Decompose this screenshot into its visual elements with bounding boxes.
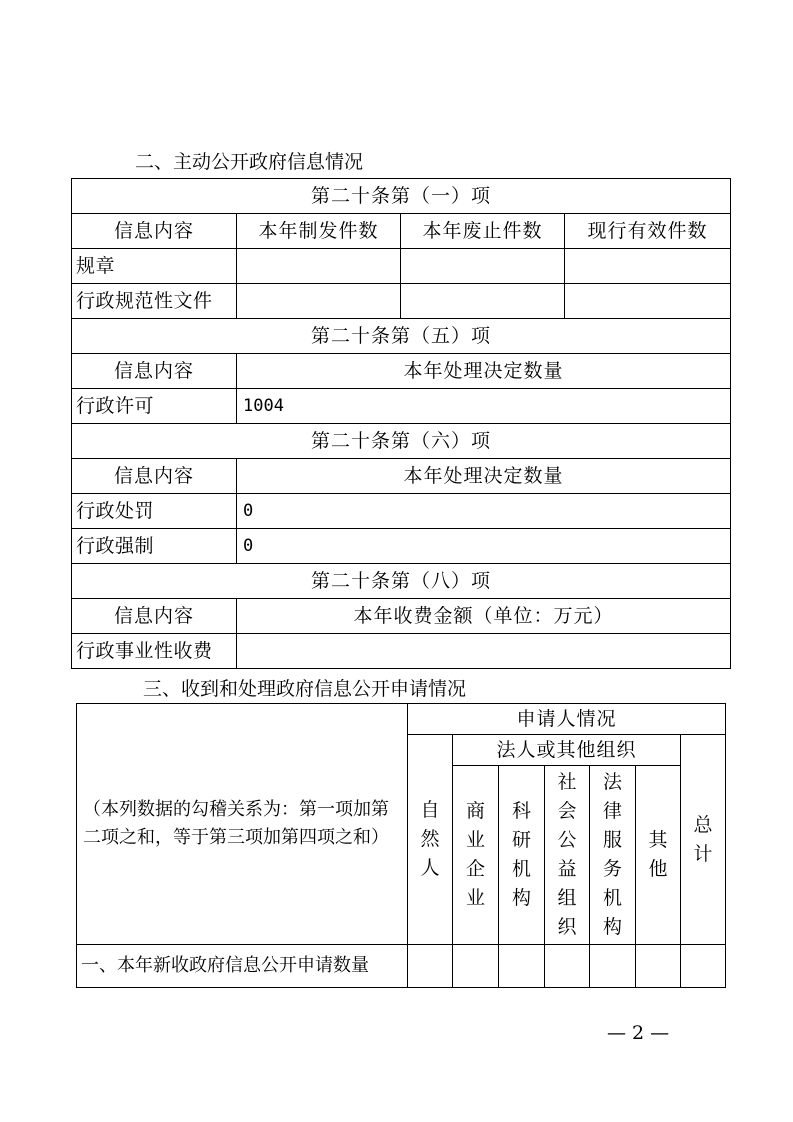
header-info-content: 信息内容 — [72, 459, 237, 494]
page-number: — 2 — — [607, 1022, 670, 1044]
cell-public-welfare — [545, 945, 590, 988]
header-valid-count: 现行有效件数 — [565, 214, 731, 249]
cell-normative-made — [237, 284, 401, 319]
cell-regulations-made — [237, 249, 401, 284]
cell-enforcement-value: 0 — [237, 529, 731, 564]
table-row — [72, 494, 731, 529]
row-label-normative-docs: 行政规范性文件 — [72, 284, 237, 319]
cell-total — [681, 945, 726, 988]
cell-natural-person — [408, 945, 453, 988]
header-legal-service-org: 法律服务机构 — [590, 766, 636, 945]
header-other: 其他 — [636, 766, 681, 945]
header-info-content: 信息内容 — [72, 599, 237, 634]
table-row — [72, 249, 731, 284]
header-info-content: 信息内容 — [72, 354, 237, 389]
row-label-license: 行政许可 — [72, 389, 237, 424]
header-public-welfare-org: 社会公益组织 — [545, 766, 590, 945]
header-made-count: 本年制发件数 — [237, 214, 401, 249]
cell-license-value: 1004 — [237, 389, 731, 424]
block-title-art1: 第二十条第（一）项 — [72, 179, 731, 214]
section3-heading: 三、收到和处理政府信息公开申请情况 — [143, 678, 467, 700]
cell-regulations-valid — [565, 249, 731, 284]
proactive-disclosure-table — [71, 178, 731, 669]
row-label-enforcement: 行政强制 — [72, 529, 237, 564]
header-applicant-situation: 申请人情况 — [408, 704, 726, 735]
cell-normative-valid — [565, 284, 731, 319]
row-label-regulations: 规章 — [72, 249, 237, 284]
table-row — [77, 945, 726, 988]
header-natural-person: 自然人 — [408, 735, 453, 945]
header-total: 总计 — [681, 735, 726, 945]
cell-regulations-abolished — [401, 249, 565, 284]
row-label-penalty: 行政处罚 — [72, 494, 237, 529]
block-title-art8: 第二十条第（八）项 — [72, 564, 731, 599]
cell-other — [636, 945, 681, 988]
table-row — [72, 564, 731, 599]
block-title-art6: 第二十条第（六）项 — [72, 424, 731, 459]
table-row — [72, 284, 731, 319]
header-legal-or-other-org: 法人或其他组织 — [453, 735, 681, 766]
table-row — [72, 529, 731, 564]
row-label-new-applications: 一、本年新收政府信息公开申请数量 — [77, 945, 408, 988]
header-research-institution: 科研机构 — [499, 766, 545, 945]
table-row — [72, 389, 731, 424]
table-row — [72, 214, 731, 249]
block-title-art5: 第二十条第（五）项 — [72, 319, 731, 354]
table-row — [72, 179, 731, 214]
header-commercial-enterprise: 商业企业 — [453, 766, 499, 945]
cell-research — [499, 945, 545, 988]
row-label-fees: 行政事业性收费 — [72, 634, 237, 669]
table-row — [72, 354, 731, 389]
cell-legal-service — [590, 945, 636, 988]
cell-normative-abolished — [401, 284, 565, 319]
table-row — [72, 424, 731, 459]
header-fee-amount: 本年收费金额（单位：万元） — [237, 599, 731, 634]
cell-commercial — [453, 945, 499, 988]
column-relation-note: （本列数据的勾稽关系为：第一项加第二项之和，等于第三项加第四项之和） — [77, 704, 408, 945]
header-decision-count: 本年处理决定数量 — [237, 354, 731, 389]
header-info-content: 信息内容 — [72, 214, 237, 249]
cell-fees-value — [237, 634, 731, 669]
table-row — [72, 599, 731, 634]
table-row — [72, 634, 731, 669]
header-abolished-count: 本年废止件数 — [401, 214, 565, 249]
table-row — [72, 319, 731, 354]
section2-heading: 二、主动公开政府信息情况 — [135, 151, 364, 173]
application-handling-table — [76, 703, 726, 988]
cell-penalty-value: 0 — [237, 494, 731, 529]
header-decision-count: 本年处理决定数量 — [237, 459, 731, 494]
table-row — [77, 704, 726, 735]
table-row — [72, 459, 731, 494]
